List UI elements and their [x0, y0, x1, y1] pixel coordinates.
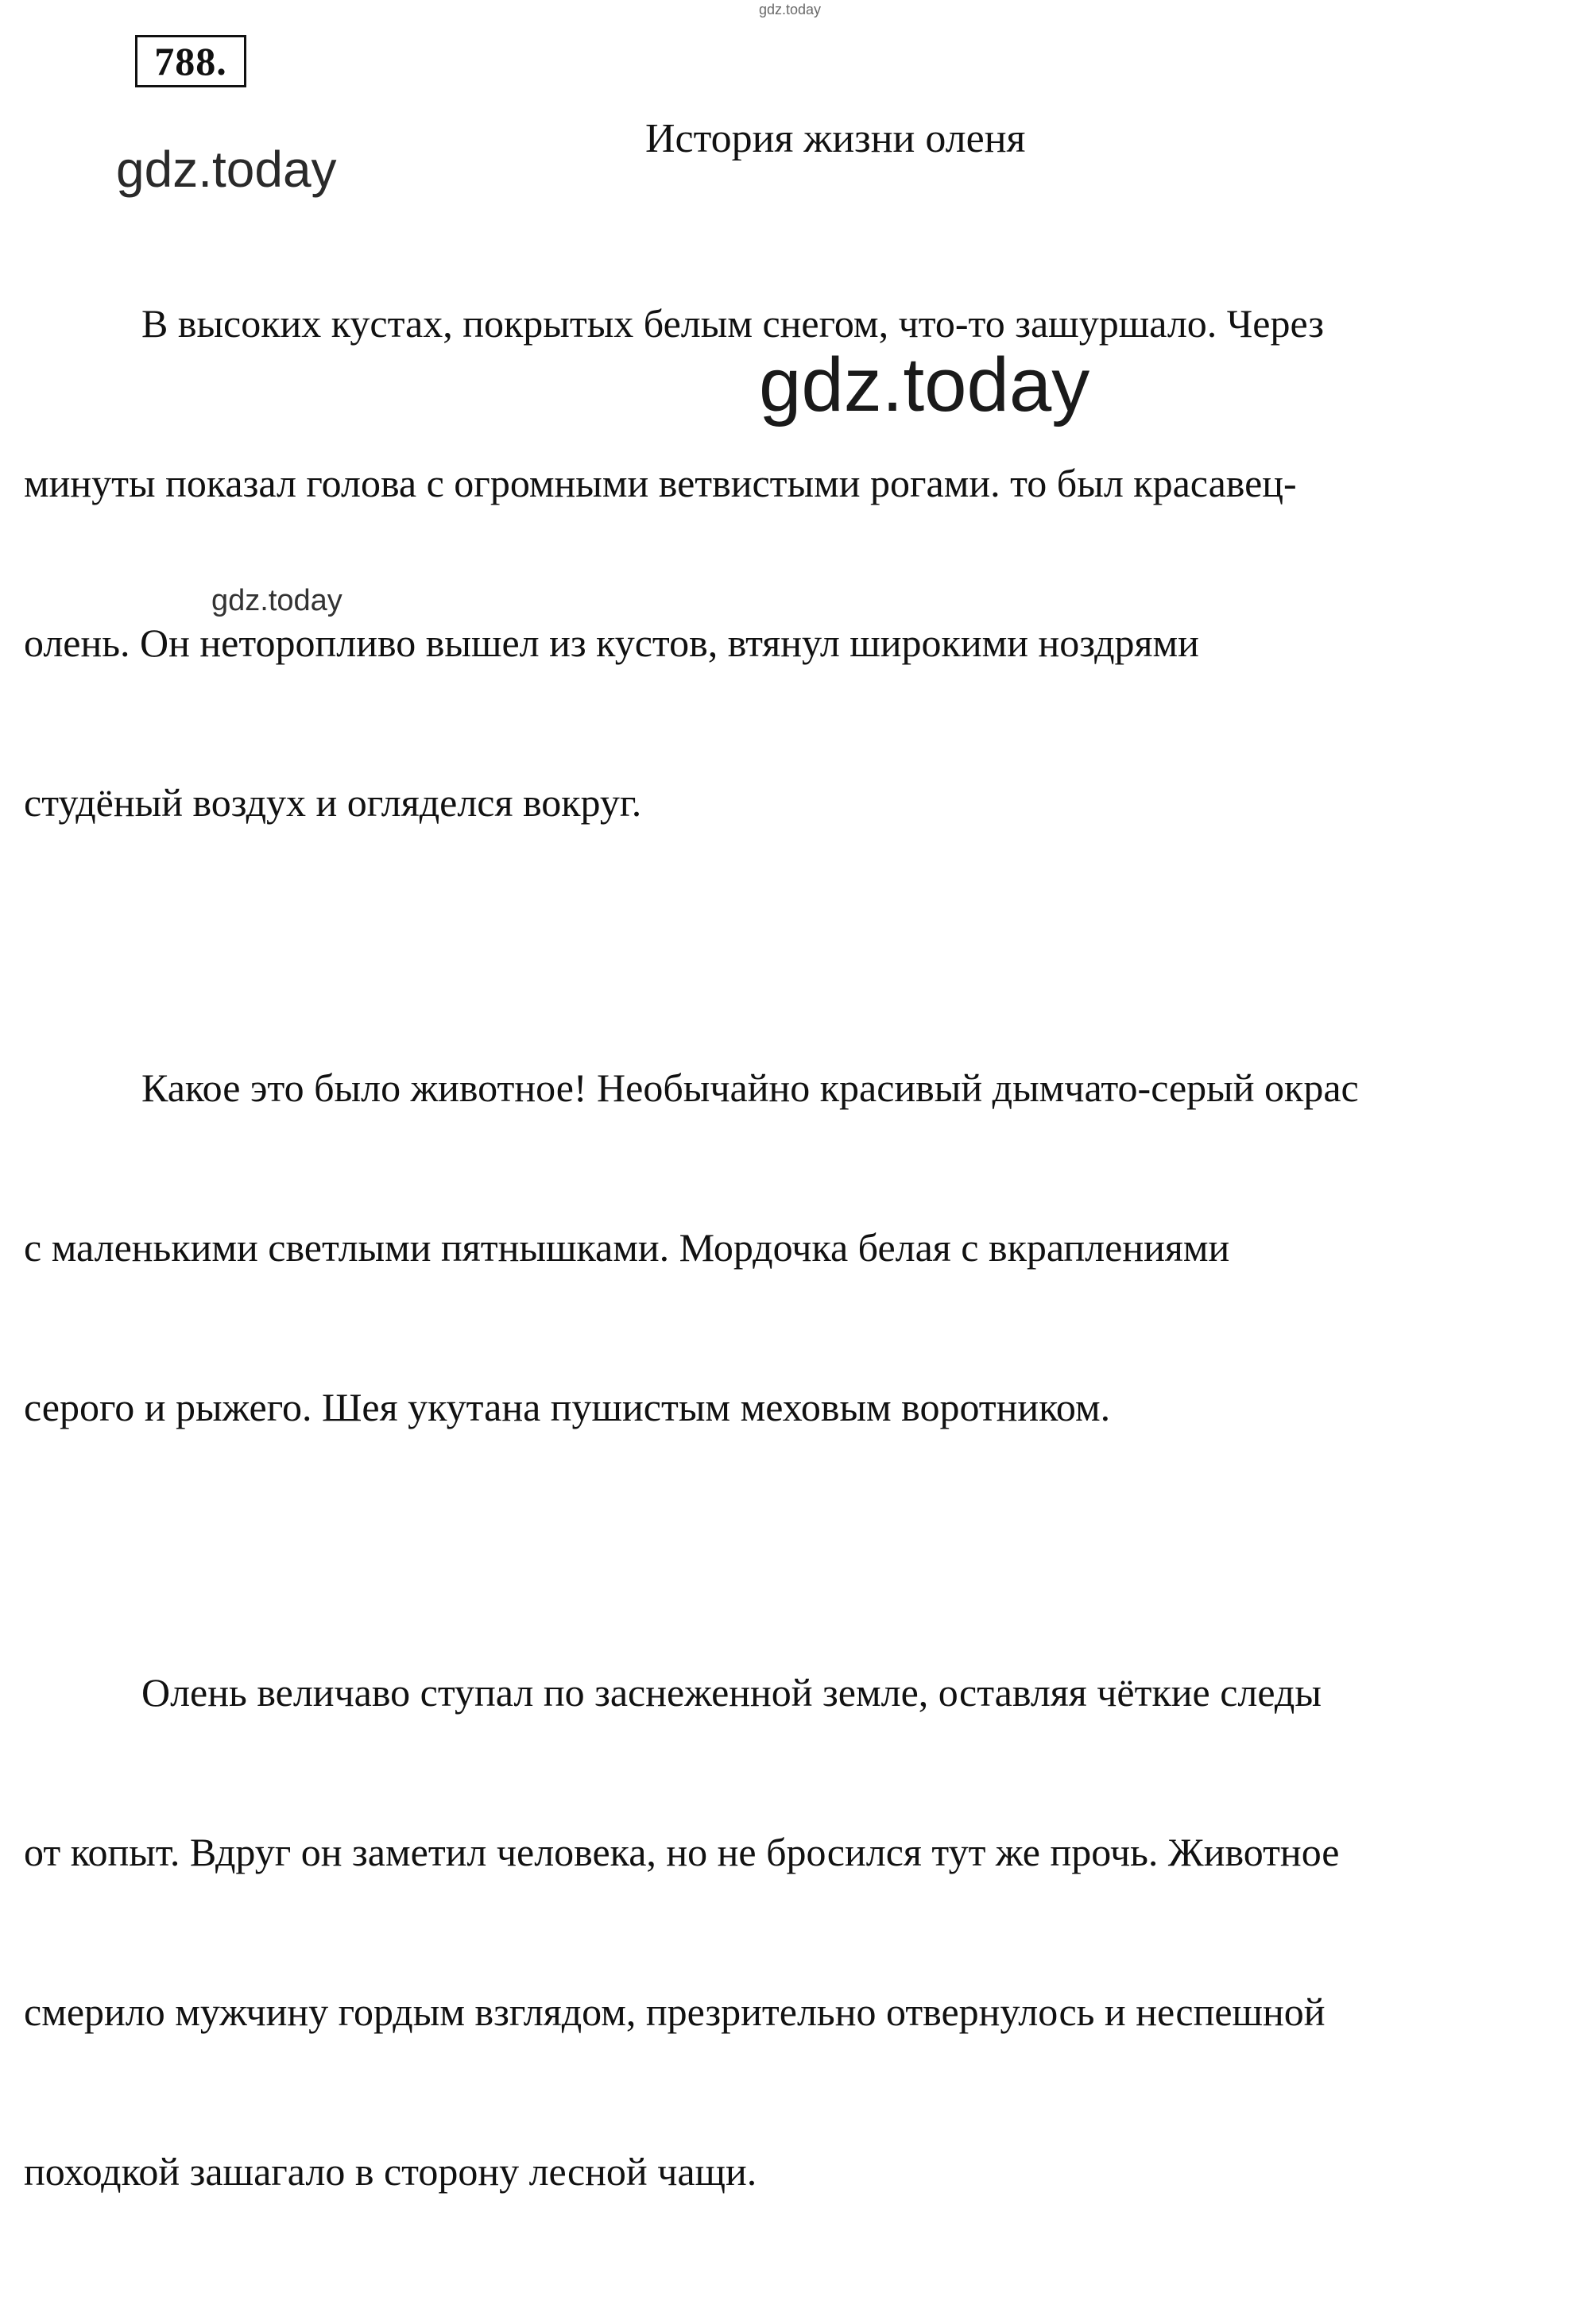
watermark-left: gdz.today [116, 141, 337, 198]
text-line: минуты показал голова с огромными ветвистыми рогами. то был красавец- [24, 461, 1297, 505]
text-title: История жизни оленя [645, 116, 1026, 161]
text-line: В высоких кустах, покрытых белым снегом, что-то зашуршало. Через [141, 301, 1325, 346]
exercise-number-box [135, 35, 246, 87]
paragraph-2 [24, 955, 1573, 1541]
text-line: Какое это было животное! Необычайно красивый дымчато-серый окрас [141, 1065, 1359, 1110]
text-line: олень. Он неторопливо вышел из кустов, втянул широкими ноздрями [24, 621, 1199, 665]
watermark-center: gdz.today [759, 342, 1090, 427]
paragraph-1 [24, 191, 1573, 936]
top-watermark: gdz.today [759, 2, 822, 17]
text-line: с маленькими светлыми пятнышками. Мордочка белая с вкраплениями [24, 1225, 1230, 1270]
text-body [24, 191, 1573, 2324]
paragraph-3 [24, 1560, 1573, 2305]
exercise-number: 788. [154, 39, 227, 83]
text-line: серого и рыжего. Шея укутана пушистым меховым воротником. [24, 1385, 1111, 1429]
text-line: смерило мужчину гордым взглядом, презрительно отвернулось и неспешной [24, 1990, 1326, 2034]
text-line: Олень величаво ступал по заснеженной земле, оставляя чёткие следы [141, 1670, 1322, 1715]
watermark-lower: gdz.today [211, 584, 343, 617]
text-line: студёный воздух и огляделся вокруг. [24, 780, 642, 825]
text-line: походкой зашагало в сторону лесной чащи. [24, 2149, 757, 2194]
text-line: от копыт. Вдруг он заметил человека, но не бросился тут же прочь. Животное [24, 1830, 1340, 1874]
